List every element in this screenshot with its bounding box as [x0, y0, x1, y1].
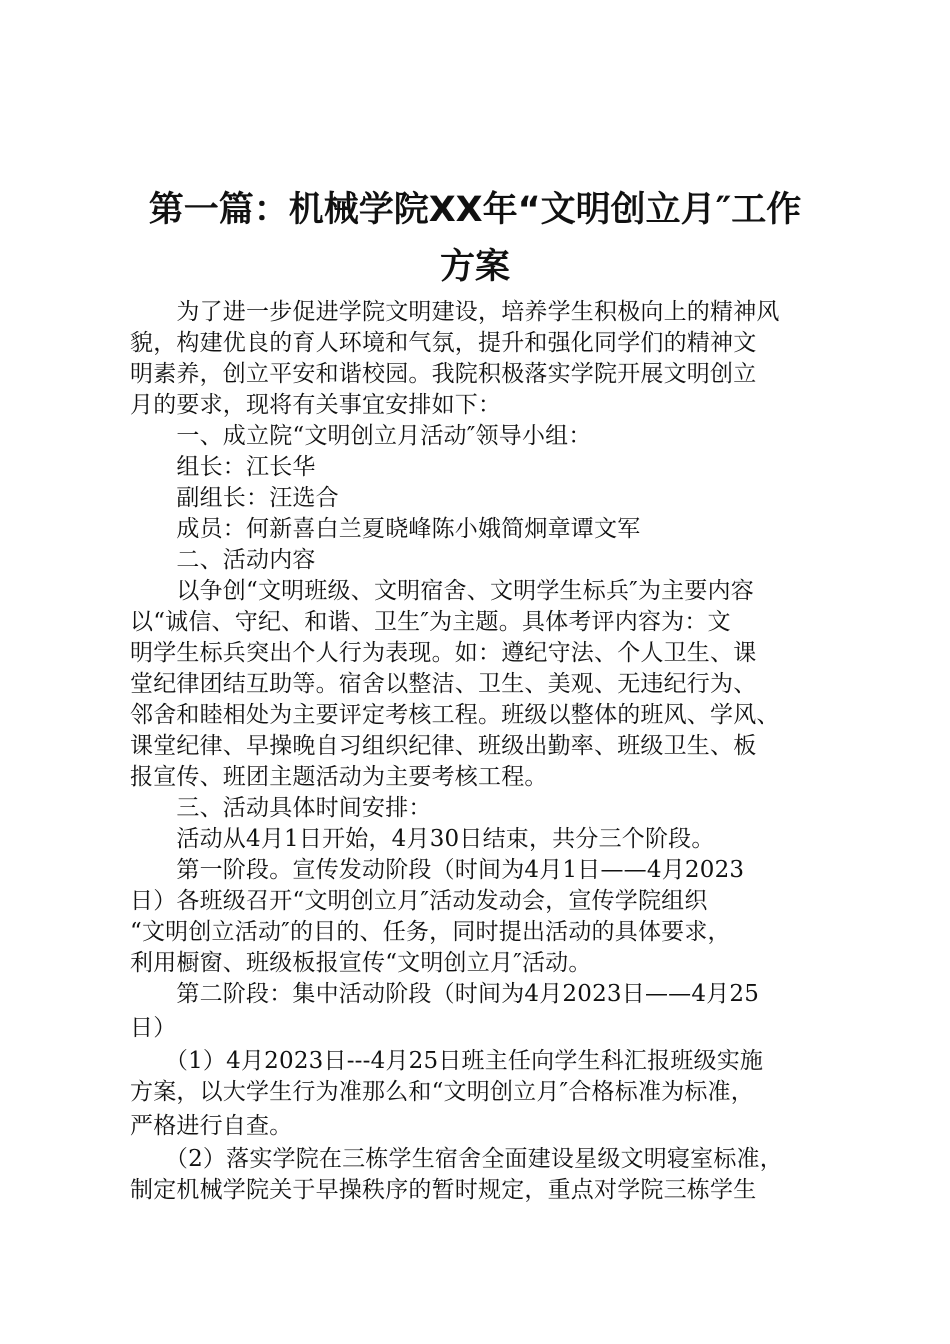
- body-line: 邻舍和睦相处为主要评定考核工程。班级以整体的班风、学风、: [130, 702, 780, 728]
- document-body: [130, 297, 835, 1206]
- body-line: （1）4月2023日---4月25日班主任向学生科汇报班级实施: [130, 1048, 764, 1074]
- document-title-line-1: 第一篇：机械学院XX年“文明创立月″工作: [148, 190, 802, 230]
- body-line: 活动从4月1日开始，4月30日结束，共分三个阶段。: [130, 826, 715, 852]
- body-line: 三、活动具体时间安排：: [130, 795, 432, 821]
- body-line: 貌，构建优良的育人环境和气氛，提升和强化同学们的精神文: [130, 330, 757, 356]
- body-line: 明学生标兵突出个人行为表现。如：遵纪守法、个人卫生、课: [130, 640, 757, 666]
- body-line: 制定机械学院关于早操秩序的暂时规定，重点对学院三栋学生: [130, 1177, 757, 1203]
- body-line: （2）落实学院在三栋学生宿舍全面建设星级文明寝室标准，: [130, 1146, 783, 1172]
- body-line: 成员：何新喜白兰夏晓峰陈小娥简炯章谭文军: [130, 516, 641, 542]
- body-line: 课堂纪律、早操晚自习组织纪律、班级出勤率、班级卫生、板: [130, 733, 757, 759]
- body-line: 严格进行自查。: [130, 1113, 293, 1139]
- body-line: 利用橱窗、班级板报宣传“文明创立月″活动。: [130, 950, 592, 976]
- body-line: 日）: [130, 1015, 177, 1041]
- body-line: 第二阶段：集中活动阶段（时间为4月2023日——4月25: [130, 981, 760, 1007]
- body-line: 以争创“文明班级、文明宿舍、文明学生标兵″为主要内容: [130, 578, 754, 604]
- body-line: 为了进一步促进学院文明建设，培养学生积极向上的精神风: [130, 299, 780, 325]
- body-line: “文明创立活动″的目的、任务，同时提出活动的具体要求，: [130, 919, 731, 945]
- body-line: 第一阶段。宣传发动阶段（时间为4月1日——4月2023: [130, 857, 745, 883]
- body-line: 堂纪律团结互助等。宿舍以整洁、卫生、美观、无违纪行为、: [130, 671, 757, 697]
- document-title-line-2: 方案: [439, 247, 510, 287]
- body-line: 副组长：汪选合: [130, 485, 339, 511]
- body-line: 组长：江长华: [130, 454, 316, 480]
- body-line: 日）各班级召开“文明创立月″活动发动会，宣传学院组织: [130, 888, 708, 914]
- body-line: 一、成立院“文明创立月活动″领导小组：: [130, 423, 592, 449]
- body-line: 报宣传、班团主题活动为主要考核工程。: [130, 764, 548, 790]
- body-line: 二、活动内容: [130, 547, 316, 573]
- body-line: 方案，以大学生行为准那么和“文明创立月″合格标准为标准，: [130, 1079, 754, 1105]
- body-line: 月的要求，现将有关事宜安排如下：: [130, 392, 502, 418]
- body-line: 明素养，创立平安和谐校园。我院积极落实学院开展文明创立: [130, 361, 757, 387]
- body-line: 以“诚信、守纪、和谐、卫生″为主题。具体考评内容为：文: [130, 609, 731, 635]
